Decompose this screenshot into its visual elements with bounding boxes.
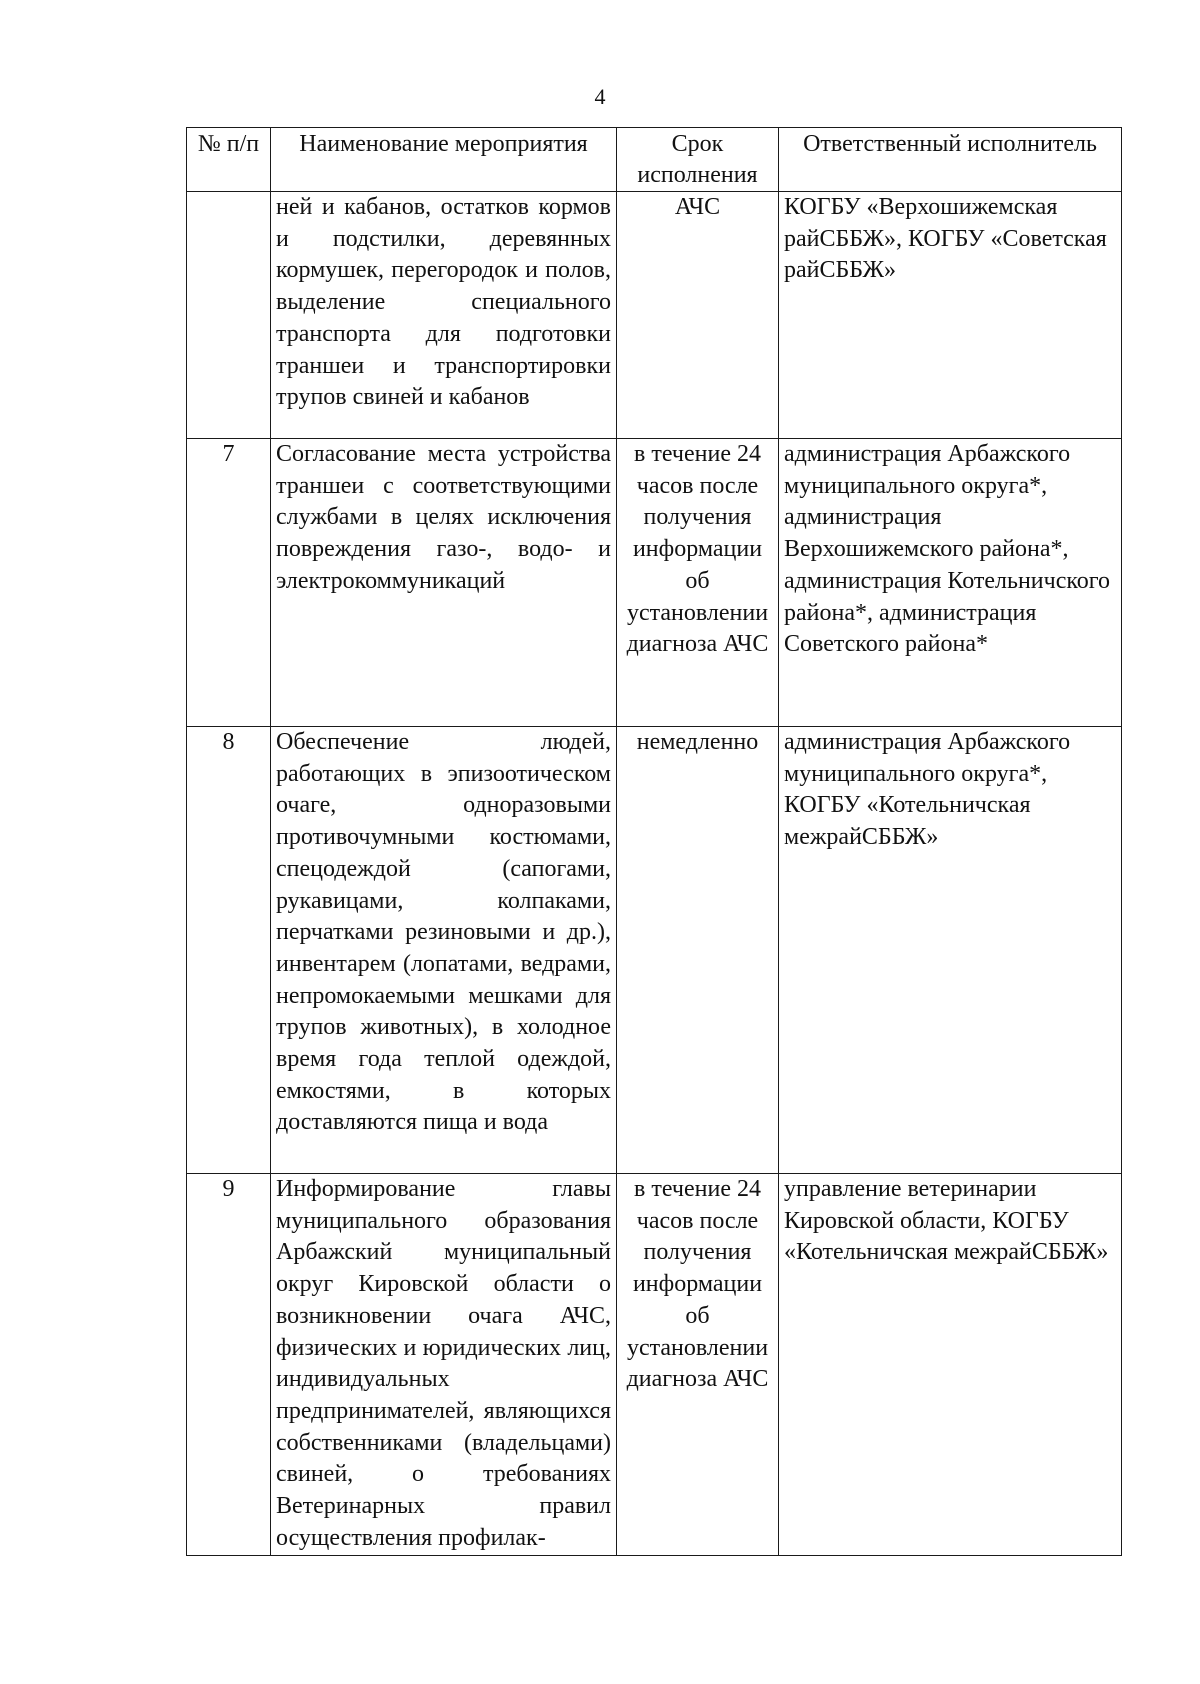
row-number: 9 [187, 1174, 271, 1556]
row-number [187, 192, 271, 439]
table-row [187, 192, 1122, 439]
responsible-executor: администрация Арбажского муниципального округа*, администрация Верхошижемского района*, администрация Котельничского района*, администрация Советского района* [779, 439, 1122, 727]
table-row [187, 727, 1122, 1174]
page-number: 4 [594, 84, 606, 109]
measure-name: Обеспечение людей, работающих в эпизоотическом очаге, одноразовыми противочумными костюмами, спецодеждой (сапогами, рукавицами, колпаками, перчатками резиновыми и др.), инвентарем (лопатами, ведрами, непромокаемыми мешками для трупов животных), в холодное время года теплой одеждой, емкостями, в которых доставляются пища и вода [271, 727, 617, 1174]
deadline: немедленно [617, 727, 779, 1174]
deadline: в течение 24 часов после получения информации об установлении диагноза АЧС [617, 439, 779, 727]
measures-table [186, 127, 1122, 1556]
measure-name: Согласование места устройства траншеи с соответствующими службами в целях исключения повреждения газо-, водо- и электрокоммуникаций [271, 439, 617, 727]
header-measure-name: Наименование мероприятия [271, 128, 617, 192]
deadline: в течение 24 часов после получения информации об установлении диагноза АЧС [617, 1174, 779, 1556]
table-row [187, 1174, 1122, 1556]
deadline: АЧС [617, 192, 779, 439]
measure-name: ней и кабанов, остатков кормов и подстилки, деревянных кормушек, перегородок и полов, выделение специального транспорта для подготовки траншеи и транспортировки трупов свиней и кабанов [271, 192, 617, 439]
responsible-executor: КОГБУ «Верхошижемская райСББЖ», КОГБУ «Советская райСББЖ» [779, 192, 1122, 439]
header-responsible: Ответственный исполнитель [779, 128, 1122, 192]
table-header-row [187, 128, 1122, 192]
responsible-executor: управление ветеринарии Кировской области, КОГБУ «Котельничская межрайСББЖ» [779, 1174, 1122, 1556]
measure-name: Информирование главы муниципального образования Арбажский муниципальный округ Кировской области о возникновении очага АЧС, физических и юридических лиц, индивидуальных предпринимателей, являющихся собственниками (владельцами) свиней, о требованиях Ветеринарных правил осуществления профилак- [271, 1174, 617, 1556]
header-deadline: Срок исполнения [617, 128, 779, 192]
table-row [187, 439, 1122, 727]
responsible-executor: администрация Арбажского муниципального округа*, КОГБУ «Котельничская межрайСББЖ» [779, 727, 1122, 1174]
row-number: 8 [187, 727, 271, 1174]
row-number: 7 [187, 439, 271, 727]
header-number: № п/п [187, 128, 271, 192]
